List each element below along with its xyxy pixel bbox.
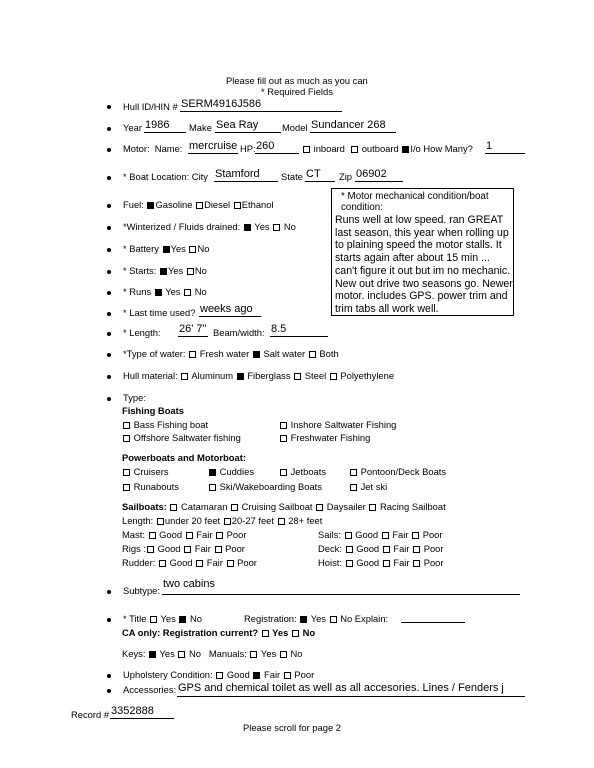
- aluminum-checkbox[interactable]: [181, 373, 188, 380]
- upholstery-row: Upholstery Condition: Good Fair Poor: [123, 669, 315, 680]
- freshwater-fishing-checkbox[interactable]: [280, 435, 287, 442]
- condition-note-heading: * Motor mechanical condition/boat condition:: [341, 191, 489, 213]
- hull-material-row: Hull material: Aluminum Fiberglass Steel Polyethylene: [123, 370, 395, 381]
- inboard-checkbox[interactable]: [303, 146, 310, 153]
- bass-checkbox[interactable]: [123, 422, 130, 429]
- starts-no-checkbox[interactable]: [187, 268, 194, 275]
- winterized-row: *Winterized / Fluids drained: Yes No: [123, 221, 296, 232]
- registration-row: Registration: Yes No Explain:: [244, 613, 389, 624]
- jetboats-checkbox[interactable]: [280, 469, 287, 476]
- keys-no-checkbox[interactable]: [178, 651, 185, 658]
- polyethylene-checkbox[interactable]: [330, 373, 337, 380]
- fresh-water-checkbox[interactable]: [189, 351, 196, 358]
- motor-type-options: inboard outboard I/o How Many?: [302, 143, 473, 154]
- rigs-good-checkbox[interactable]: [147, 546, 154, 553]
- zip-field[interactable]: 06902: [356, 168, 387, 180]
- last-used-field[interactable]: weeks ago: [200, 303, 253, 315]
- mast-row: Mast: Good Fair Poor: [122, 529, 247, 540]
- bullet: [107, 397, 111, 401]
- io-checkbox[interactable]: [402, 146, 409, 153]
- bullet: [107, 674, 111, 678]
- runs-row: * Runs Yes No: [123, 286, 207, 297]
- rudder-poor-checkbox[interactable]: [227, 560, 234, 567]
- starts-row: * Starts: Yes No: [123, 265, 207, 276]
- manuals-yes-checkbox[interactable]: [250, 651, 257, 658]
- runs-yes-checkbox[interactable]: [155, 289, 162, 296]
- bullet: [107, 590, 111, 594]
- 28-plus-checkbox[interactable]: [278, 518, 285, 525]
- cuddies-checkbox[interactable]: [209, 469, 216, 476]
- ca-no-checkbox[interactable]: [292, 630, 299, 637]
- deck-row: Deck: Good Fair Poor: [318, 543, 444, 554]
- subtype-field[interactable]: two cabins: [163, 578, 215, 590]
- both-water-checkbox[interactable]: [309, 351, 316, 358]
- footer-note: Please scroll for page 2: [243, 722, 341, 733]
- hull-id-field[interactable]: SERM4916J586: [181, 98, 262, 110]
- sail-length-row: Length: under 20 feet 20-27 feet 28+ feet: [122, 515, 323, 526]
- battery-no-checkbox[interactable]: [189, 246, 196, 253]
- bullet: [107, 176, 111, 180]
- winterized-no-checkbox[interactable]: [273, 224, 280, 231]
- rudder-fair-checkbox[interactable]: [196, 560, 203, 567]
- under-20-checkbox[interactable]: [157, 518, 164, 525]
- ethanol-checkbox[interactable]: [234, 202, 241, 209]
- bullet: [107, 618, 111, 622]
- motor-row: Motor: Name:: [123, 143, 183, 154]
- fuel-row: Fuel: Gasoline Diesel Ethanol: [123, 199, 274, 210]
- header-line-1: Please fill out as much as you can: [226, 75, 368, 86]
- registration-no-checkbox[interactable]: [330, 616, 337, 623]
- keys-manuals-row: Keys: Yes No Manuals: Yes No: [122, 648, 303, 659]
- accessories-field[interactable]: GPS and chemical toilet as well as all accesories. Lines / Fenders j: [178, 682, 504, 694]
- title-row: * Title Yes No: [123, 613, 202, 624]
- deck-good-checkbox[interactable]: [346, 546, 353, 553]
- outboard-checkbox[interactable]: [351, 146, 358, 153]
- length-field[interactable]: 26' 7": [179, 323, 207, 335]
- gasoline-checkbox[interactable]: [147, 202, 154, 209]
- keys-yes-checkbox[interactable]: [149, 651, 156, 658]
- sails-row: Sails: Good Fair Poor: [318, 529, 443, 540]
- year-field[interactable]: 1986: [145, 119, 170, 131]
- bullet: [107, 312, 111, 316]
- cruisers-checkbox[interactable]: [123, 469, 130, 476]
- powerboats-heading: Powerboats and Motorboat:: [122, 452, 246, 463]
- salt-water-checkbox[interactable]: [253, 351, 260, 358]
- hoist-poor-checkbox[interactable]: [413, 560, 420, 567]
- daysailer-checkbox[interactable]: [316, 504, 323, 511]
- deck-poor-checkbox[interactable]: [413, 546, 420, 553]
- rudder-row: Rudder: Good Fair Poor: [122, 557, 257, 568]
- hp-field[interactable]: 260: [256, 140, 275, 152]
- pontoon-checkbox[interactable]: [350, 469, 357, 476]
- registration-yes-checkbox[interactable]: [300, 616, 307, 623]
- hoist-good-checkbox[interactable]: [346, 560, 353, 567]
- header-line-2: * Required Fields: [261, 86, 333, 97]
- record-number-field[interactable]: 3352888: [111, 705, 154, 717]
- rigs-row: Rigs : Good Fair Poor: [122, 543, 245, 554]
- upholstery-fair-checkbox[interactable]: [253, 672, 260, 679]
- bullet: [107, 148, 111, 152]
- explain-field[interactable]: [401, 622, 465, 623]
- steel-checkbox[interactable]: [294, 373, 301, 380]
- mast-poor-checkbox[interactable]: [216, 532, 223, 539]
- manuals-no-checkbox[interactable]: [280, 651, 287, 658]
- bullet: [107, 332, 111, 336]
- deck-fair-checkbox[interactable]: [383, 546, 390, 553]
- catamaran-checkbox[interactable]: [170, 504, 177, 511]
- hull-id-label: Hull ID/HIN #: [123, 101, 178, 112]
- title-no-checkbox[interactable]: [179, 616, 186, 623]
- sailboats-row: Sailboats: Catamaran Cruising Sailboat Daysailer Racing Sailboat: [122, 501, 446, 512]
- runabouts-checkbox[interactable]: [123, 484, 130, 491]
- cruising-sailboat-checkbox[interactable]: [231, 504, 238, 511]
- bullet: [107, 689, 111, 693]
- condition-note-box[interactable]: [331, 188, 514, 316]
- offshore-checkbox[interactable]: [123, 435, 130, 442]
- bullet: [107, 226, 111, 230]
- fishing-boats-heading: Fishing Boats: [122, 405, 184, 416]
- water-row: *Type of water: Fresh water Salt water Both: [123, 348, 339, 359]
- sails-fair-checkbox[interactable]: [382, 532, 389, 539]
- ski-wakeboarding-checkbox[interactable]: [209, 484, 216, 491]
- hoist-row: Hoist: Good Fair Poor: [318, 557, 444, 568]
- 20-27-checkbox[interactable]: [224, 518, 231, 525]
- bullet: [107, 353, 111, 357]
- sails-poor-checkbox[interactable]: [412, 532, 419, 539]
- bullet: [107, 248, 111, 252]
- city-field[interactable]: Stamford: [215, 168, 260, 180]
- inshore-checkbox[interactable]: [280, 422, 287, 429]
- model-field[interactable]: Sundancer 268: [311, 119, 386, 131]
- starts-yes-checkbox[interactable]: [160, 268, 167, 275]
- how-many-field[interactable]: 1: [486, 140, 493, 152]
- bullet: [107, 204, 111, 208]
- winterized-yes-checkbox[interactable]: [244, 224, 251, 231]
- jet-ski-checkbox[interactable]: [350, 484, 357, 491]
- rudder-good-checkbox[interactable]: [159, 560, 166, 567]
- bullet: [107, 127, 111, 131]
- upholstery-poor-checkbox[interactable]: [284, 672, 291, 679]
- bullet: [107, 105, 111, 109]
- bullet: [107, 291, 111, 295]
- mast-good-checkbox[interactable]: [149, 532, 156, 539]
- hoist-fair-checkbox[interactable]: [383, 560, 390, 567]
- battery-row: * Battery Yes No: [123, 243, 210, 254]
- fiberglass-checkbox[interactable]: [237, 373, 244, 380]
- condition-note-text: Runs well at low speed. ran GREAT last season, this year when rolling up to plaining speed the motor stalls. It starts again after about 15 min ... can't figure it out but im no mechanic. New out drive two seasons go. Newer motor. includes GPS. power trim and trim tabs all work well.: [335, 214, 513, 315]
- make-field[interactable]: Sea Ray: [216, 119, 259, 131]
- sails-good-checkbox[interactable]: [345, 532, 352, 539]
- mast-fair-checkbox[interactable]: [186, 532, 193, 539]
- bullet: [107, 270, 111, 274]
- rigs-fair-checkbox[interactable]: [184, 546, 191, 553]
- racing-sailboat-checkbox[interactable]: [369, 504, 376, 511]
- diesel-checkbox[interactable]: [196, 202, 203, 209]
- title-yes-checkbox[interactable]: [150, 616, 157, 623]
- battery-yes-checkbox[interactable]: [163, 246, 170, 253]
- ca-registration-row: CA only: Registration current? Yes No: [122, 627, 316, 638]
- runs-no-checkbox[interactable]: [184, 289, 191, 296]
- ca-yes-checkbox[interactable]: [262, 630, 269, 637]
- upholstery-good-checkbox[interactable]: [216, 672, 223, 679]
- bullet: [107, 375, 111, 379]
- state-field[interactable]: CT: [306, 168, 321, 180]
- motor-name-field[interactable]: mercruise: [189, 140, 238, 152]
- rigs-poor-checkbox[interactable]: [215, 546, 222, 553]
- beam-field[interactable]: 8.5: [271, 323, 287, 335]
